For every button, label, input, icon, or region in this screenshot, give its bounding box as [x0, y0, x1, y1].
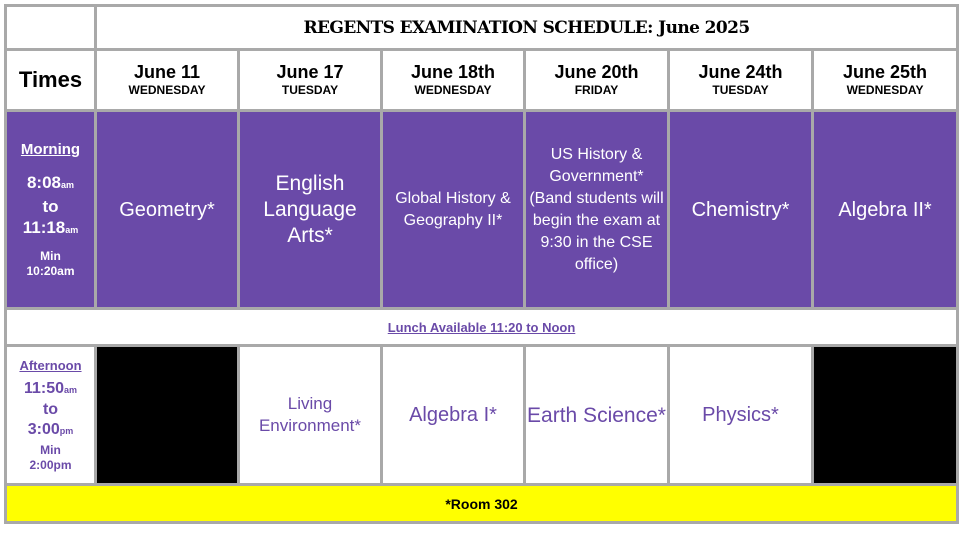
- morning-exam-4: US History & Government* (Band students will begin the exam at 9:30 in the CSE office): [525, 111, 669, 309]
- afternoon-row: [6, 346, 958, 485]
- day-header-1: [96, 50, 239, 111]
- corner-cell: [6, 6, 96, 50]
- afternoon-time-slot: [6, 346, 96, 485]
- morning-exam-1: Geometry*: [96, 111, 239, 309]
- day-header-6: [813, 50, 958, 111]
- day-header-2: [239, 50, 382, 111]
- day-header-3: [382, 50, 525, 111]
- morning-to: to: [42, 196, 59, 216]
- room-note: *Room 302: [6, 485, 958, 523]
- morning-exam-2: English Language Arts*: [239, 111, 382, 309]
- day-weekday: WEDNESDAY: [414, 83, 492, 97]
- afternoon-to: to: [42, 400, 59, 418]
- day-header-5: [669, 50, 813, 111]
- times-header: Times: [6, 50, 96, 111]
- schedule-title: REGENTS EXAMINATION SCHEDULE: June 2025: [96, 6, 958, 50]
- morning-start-time: 8:08am: [26, 172, 75, 192]
- day-date: June 17: [276, 62, 344, 82]
- regents-schedule-table: [4, 4, 959, 524]
- day-weekday: WEDNESDAY: [846, 83, 924, 97]
- afternoon-exam-2: Living Environment*: [239, 346, 382, 485]
- afternoon-no-exam-1: [96, 346, 239, 485]
- day-date: June 18th: [410, 62, 496, 82]
- morning-exam-5: Chemistry*: [669, 111, 813, 309]
- day-date: June 20th: [554, 62, 639, 82]
- lunch-row: [6, 309, 958, 346]
- day-weekday: WEDNESDAY: [128, 83, 206, 97]
- morning-exam-6: Algebra II*: [813, 111, 958, 309]
- header-row: [6, 50, 958, 111]
- day-date: June 24th: [698, 62, 783, 82]
- lunch-note: Lunch Available 11:20 to Noon: [6, 309, 958, 346]
- morning-exam-3: Global History & Geography II*: [382, 111, 525, 309]
- afternoon-min-time: Min 2:00pm: [29, 442, 72, 472]
- morning-time-slot: [6, 111, 96, 309]
- day-date: June 11: [133, 62, 201, 82]
- day-weekday: FRIDAY: [574, 83, 619, 97]
- morning-end-time: 11:18am: [22, 217, 79, 237]
- day-header-4: [525, 50, 669, 111]
- morning-label: Morning: [20, 140, 81, 158]
- morning-min-time: Min 10:20am: [26, 248, 75, 278]
- afternoon-label: Afternoon: [19, 357, 82, 373]
- day-date: June 25th: [843, 62, 928, 82]
- afternoon-exam-4: Earth Science*: [525, 346, 669, 485]
- afternoon-start-time: 11:50am: [23, 379, 78, 397]
- afternoon-end-time: 3:00pm: [27, 420, 74, 438]
- day-weekday: TUESDAY: [281, 83, 339, 97]
- day-weekday: TUESDAY: [712, 83, 769, 97]
- footer-row: [6, 485, 958, 523]
- title-row: [6, 6, 958, 50]
- afternoon-exam-3: Algebra I*: [382, 346, 525, 485]
- afternoon-no-exam-6: [813, 346, 958, 485]
- morning-row: [6, 111, 958, 309]
- afternoon-exam-5: Physics*: [669, 346, 813, 485]
